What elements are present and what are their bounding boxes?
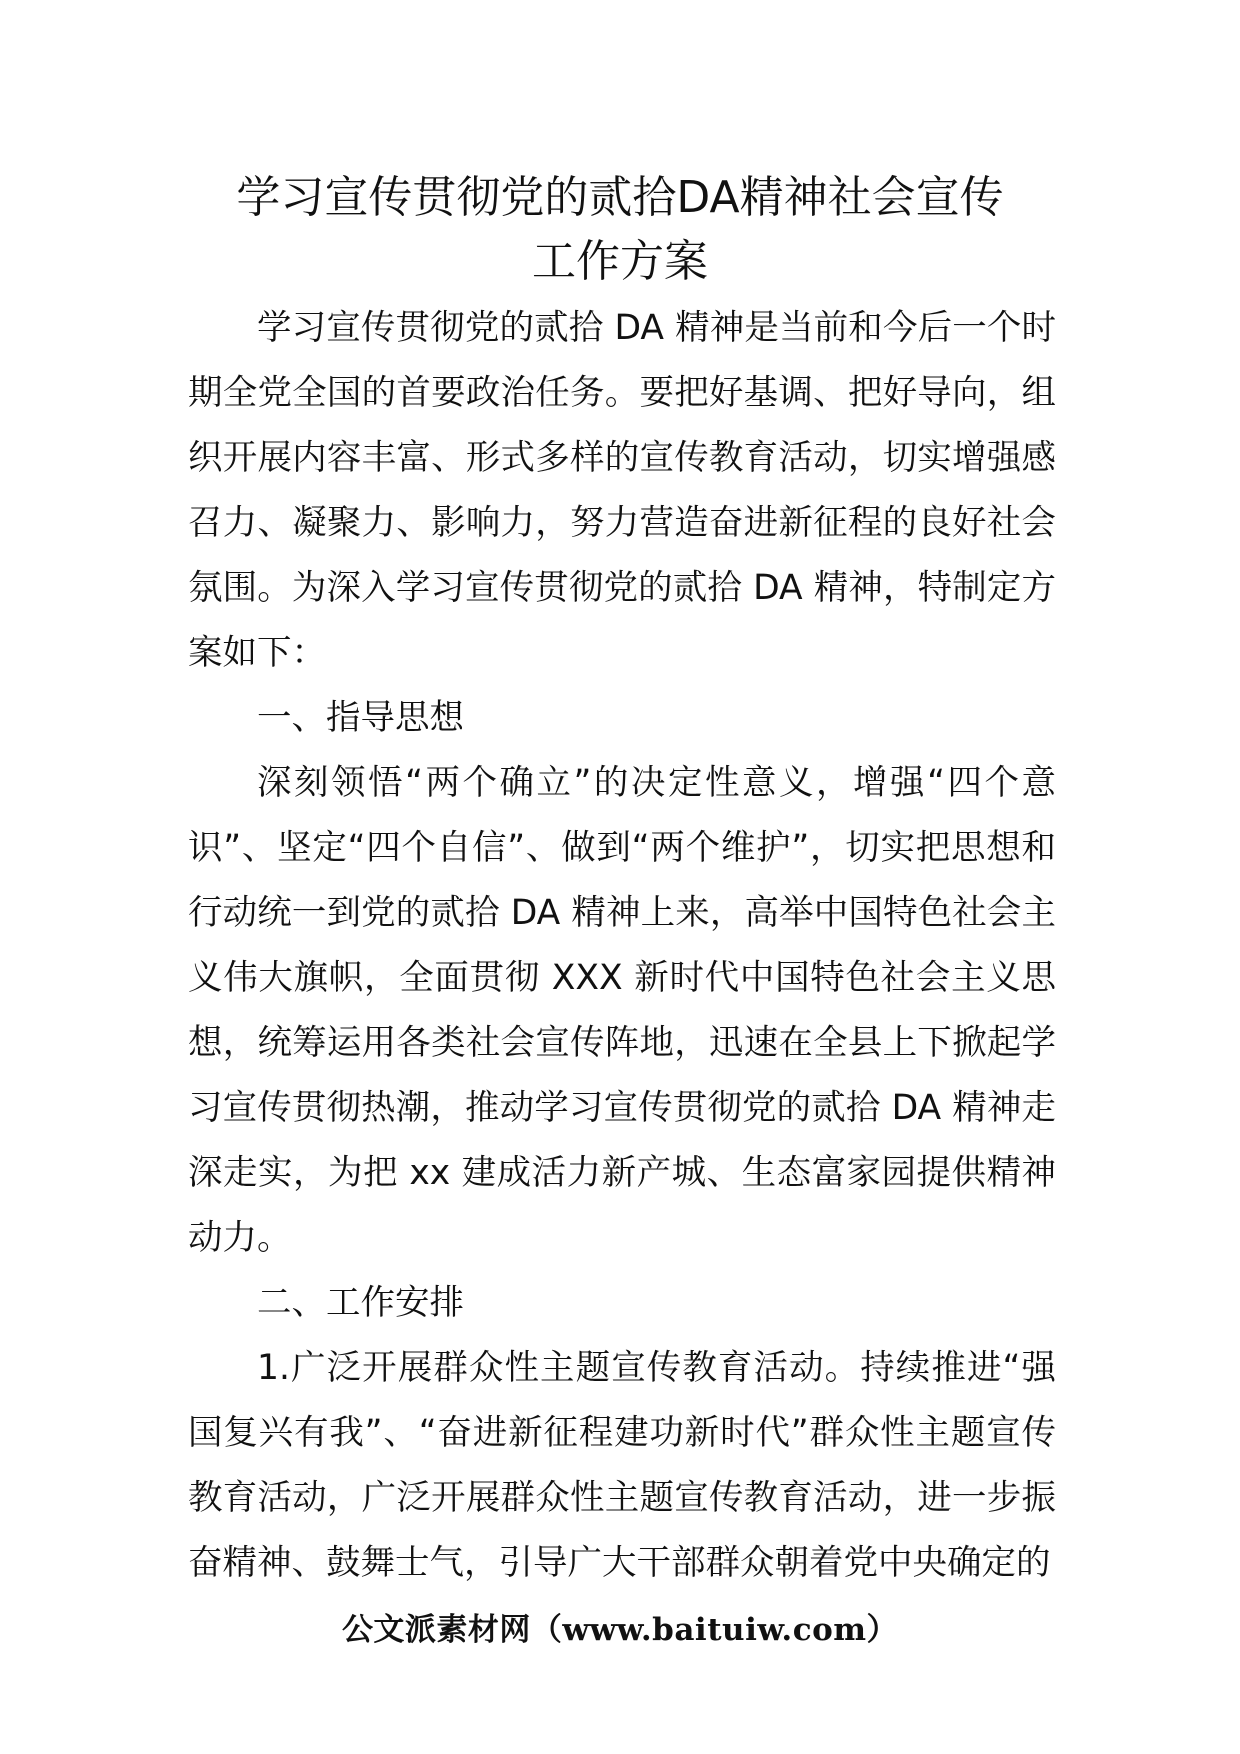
intro-paragraph: 学习宣传贯彻党的贰拾 DA 精神是当前和今后一个时期全党全国的首要政治任务。要把好基调、把好导向，组织开展内容丰富、形式多样的宣传教育活动，切实增强感召力、凝聚力、影响力，努力营造奋进新征程的良好社会氛围。为深入学习宣传贯彻党的贰拾 DA 精神，特制定方案如下： [188, 308, 1056, 673]
document-title-line-2: 工作方案 [532, 236, 708, 287]
section-heading-work-arrangement: 二、工作安排 [257, 1283, 464, 1323]
document-body [188, 296, 1056, 1596]
guiding-ideology-paragraph: 深刻领悟“两个确立”的决定性意义，增强“四个意识”、坚定“四个自信”、做到“两个维护”，切实把思想和行动统一到党的贰拾 DA 精神上来，高举中国特色社会主义伟大旗帜，全面贯彻 XXX 新时代中国特色社会主义思想，统筹运用各类社会宣传阵地，迅速在全县上下掀起学习宣传贯彻热潮，推动学习宣传贯彻党的贰拾 DA 精神走深走实，为把 xx 建成活力新产城、生态富家园提供精神动力。 [188, 763, 1056, 1258]
work-arrangement-paragraph-1: 1.广泛开展群众性主题宣传教育活动。持续推进“强国复兴有我”、“奋进新征程建功新时代”群众性主题宣传教育活动，广泛开展群众性主题宣传教育活动，进一步振奋精神、鼓舞士气，引导广大干部群众朝着党中央确定的 [188, 1348, 1056, 1583]
footer-watermark: 公文派素材网（www.baituiw.com） [341, 1612, 899, 1648]
document-title-line-1: 学习宣传贯彻党的贰拾DA精神社会宣传 [236, 172, 1004, 223]
section-heading-guiding-ideology: 一、指导思想 [257, 698, 464, 738]
